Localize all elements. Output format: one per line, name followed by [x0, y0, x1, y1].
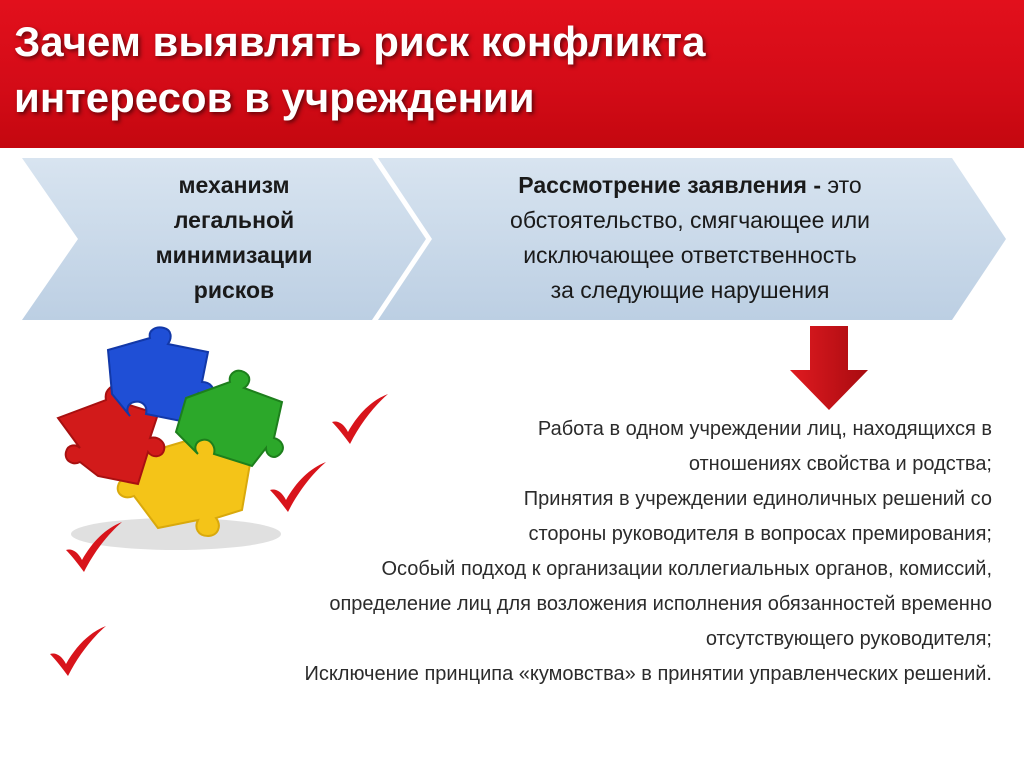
- chevron-left-text: [118, 168, 350, 308]
- chevron-right-line: [445, 168, 935, 203]
- list-item: Особый подход к организации коллегиальных органов, комиссий,: [381, 558, 992, 580]
- list-item: отношениях свойства и родства;: [688, 453, 992, 475]
- list-item: Принятия в учреждении единоличных решений со: [523, 488, 992, 510]
- down-arrow-icon: [788, 326, 870, 410]
- chevron-left-line: рисков: [193, 277, 275, 303]
- list-item: Работа в одном учреждении лиц, находящихся в: [537, 418, 992, 440]
- chevron-right-line: за следующие нарушения: [550, 277, 830, 303]
- list-item: Исключение принципа «кумовства» в принятии управленческих решений.: [304, 663, 992, 685]
- chevron-left-line: легальной: [173, 207, 295, 233]
- slide-title-line-2: интересов в учреждении: [14, 74, 535, 121]
- list-item: стороны руководителя в вопросах премирования;: [528, 523, 992, 545]
- chevron-right-bold: Рассмотрение заявления -: [518, 172, 821, 198]
- slide-title-line-1: Зачем выявлять риск конфликта: [14, 18, 706, 65]
- list-item: отсутствующего руководителя;: [705, 628, 992, 650]
- list-item: определение лиц для возложения исполнения обязанностей временно: [329, 593, 992, 615]
- slide-title: [14, 14, 994, 126]
- violations-list: [62, 412, 992, 692]
- chevron-right-line: исключающее ответственность: [523, 242, 857, 268]
- chevron-right-text: [445, 168, 935, 308]
- chevron-right-line: обстоятельство, смягчающее или: [510, 207, 870, 233]
- title-banner: [0, 0, 1024, 148]
- chevron-right-rest: это: [821, 172, 862, 198]
- chevron-left-line: механизм: [178, 172, 290, 198]
- chevron-left-line: минимизации: [155, 242, 313, 268]
